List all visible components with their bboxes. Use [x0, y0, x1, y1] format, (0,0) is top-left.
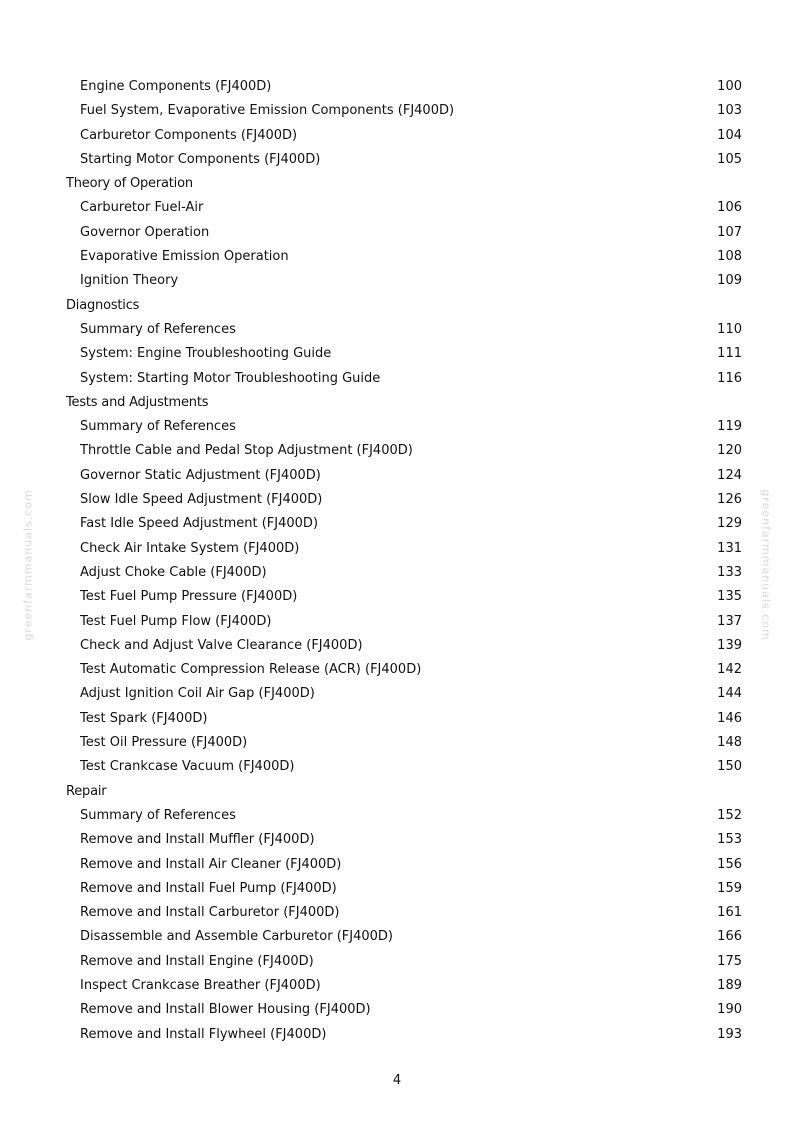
entry-title: Governor Static Adjustment (FJ400D) [80, 467, 321, 483]
entry-page-number: 193 [717, 1026, 742, 1042]
entry-page-number: 166 [717, 929, 742, 945]
entry-page-number: 161 [717, 905, 742, 921]
entry-title: Remove and Install Muffler (FJ400D) [80, 832, 315, 848]
entry-page-number: 135 [717, 589, 742, 605]
toc-entry[interactable] [0, 318, 794, 342]
entry-title: Test Automatic Compression Release (ACR) (FJ400D) [80, 662, 422, 678]
entry-title: Fast Idle Speed Adjustment (FJ400D) [80, 516, 319, 532]
toc-entry[interactable] [0, 998, 794, 1022]
entry-title: Test Fuel Pump Pressure (FJ400D) [80, 589, 298, 605]
toc-entry[interactable] [0, 464, 794, 488]
entry-title: Test Spark (FJ400D) [80, 710, 208, 726]
entry-title: Governor Operation [80, 224, 210, 240]
entry-page-number: 100 [717, 79, 742, 94]
toc-section-heading [0, 391, 794, 415]
toc-entry[interactable] [0, 342, 794, 366]
toc-entry[interactable] [0, 658, 794, 682]
entry-page-number: 139 [717, 637, 742, 653]
entry-title: Summary of References [80, 807, 236, 823]
page-number: 4 [392, 1073, 402, 1088]
entry-title: Test Oil Pressure (FJ400D) [80, 735, 248, 751]
toc-entry[interactable] [0, 415, 794, 439]
toc-entry[interactable] [0, 610, 794, 634]
toc-entry[interactable] [0, 148, 794, 172]
entry-page-number: 107 [717, 224, 742, 240]
toc-entry[interactable] [0, 755, 794, 779]
entry-page-number: 129 [717, 516, 742, 532]
toc-entry[interactable] [0, 245, 794, 269]
section-title: Tests and Adjustments [66, 394, 209, 410]
entry-title: Adjust Choke Cable (FJ400D) [80, 564, 267, 580]
entry-page-number: 111 [717, 346, 742, 362]
entry-page-number: 148 [717, 735, 742, 751]
toc-entry[interactable] [0, 634, 794, 658]
entry-title: Ignition Theory [80, 273, 179, 289]
entry-page-number: 146 [717, 710, 742, 726]
entry-page-number: 110 [717, 321, 742, 337]
entry-page-number: 137 [717, 613, 742, 629]
entry-page-number: 104 [717, 127, 742, 143]
watermark-left: greenfarmmanuals.com [21, 489, 35, 641]
entry-page-number: 105 [717, 151, 742, 167]
entry-page-number: 142 [717, 662, 742, 678]
entry-page-number: 152 [717, 807, 742, 823]
entry-title: System: Starting Motor Troubleshooting Guide [80, 370, 381, 386]
entry-page-number: 159 [717, 880, 742, 896]
entry-title: Check Air Intake System (FJ400D) [80, 540, 300, 556]
entry-title: Remove and Install Air Cleaner (FJ400D) [80, 856, 342, 872]
toc-entry[interactable] [0, 804, 794, 828]
entry-title: Evaporative Emission Operation [80, 249, 289, 265]
toc-entry[interactable] [0, 707, 794, 731]
entry-title: Test Fuel Pump Flow (FJ400D) [80, 613, 272, 629]
entry-page-number: 189 [717, 977, 742, 993]
toc-entry[interactable] [0, 124, 794, 148]
watermark-right: greenfarmmanuals.com [759, 489, 773, 641]
entry-page-number: 124 [717, 467, 742, 483]
toc-entry[interactable] [0, 682, 794, 706]
toc-entry[interactable] [0, 877, 794, 901]
toc-entry[interactable] [0, 1023, 794, 1047]
toc-entry[interactable] [0, 488, 794, 512]
toc-entry[interactable] [0, 853, 794, 877]
toc-entry[interactable] [0, 925, 794, 949]
entry-title: Remove and Install Fuel Pump (FJ400D) [80, 880, 337, 896]
toc-entry[interactable] [0, 99, 794, 123]
entry-page-number: 116 [717, 370, 742, 386]
entry-title: Check and Adjust Valve Clearance (FJ400D) [80, 637, 363, 653]
section-title: Repair [66, 783, 107, 799]
toc-entry[interactable] [0, 828, 794, 852]
toc-section-heading [0, 780, 794, 804]
toc-entry[interactable] [0, 221, 794, 245]
entry-page-number: 156 [717, 856, 742, 872]
toc-section-heading [0, 172, 794, 196]
toc-entry[interactable] [0, 439, 794, 463]
entry-title: Slow Idle Speed Adjustment (FJ400D) [80, 492, 323, 508]
entry-title: Summary of References [80, 321, 236, 337]
entry-title: Remove and Install Flywheel (FJ400D) [80, 1026, 327, 1042]
entry-title: Inspect Crankcase Breather (FJ400D) [80, 977, 321, 993]
entry-title: Test Crankcase Vacuum (FJ400D) [80, 759, 295, 775]
toc-entry[interactable] [0, 974, 794, 998]
entry-title: Remove and Install Blower Housing (FJ400D) [80, 1002, 371, 1018]
table-of-contents [0, 75, 794, 1047]
toc-entry[interactable] [0, 537, 794, 561]
section-title: Theory of Operation [66, 176, 193, 192]
toc-section-heading [0, 294, 794, 318]
entry-page-number: 119 [717, 419, 742, 435]
entry-page-number: 144 [717, 686, 742, 702]
entry-title: Engine Components (FJ400D) [80, 79, 272, 94]
toc-entry[interactable] [0, 561, 794, 585]
entry-page-number: 126 [717, 492, 742, 508]
entry-page-number: 120 [717, 443, 742, 459]
section-title: Diagnostics [66, 297, 140, 313]
entry-page-number: 103 [717, 103, 742, 119]
entry-title: Throttle Cable and Pedal Stop Adjustment (FJ400D) [80, 443, 413, 459]
entry-page-number: 108 [717, 249, 742, 265]
entry-title: Fuel System, Evaporative Emission Components (FJ400D) [80, 103, 455, 119]
toc-entry[interactable] [0, 75, 794, 99]
entry-title: Summary of References [80, 419, 236, 435]
toc-entry[interactable] [0, 901, 794, 925]
toc-entry[interactable] [0, 269, 794, 293]
entry-page-number: 109 [717, 273, 742, 289]
toc-entry[interactable] [0, 950, 794, 974]
toc-entry[interactable] [0, 196, 794, 220]
entry-title: Carburetor Components (FJ400D) [80, 127, 298, 143]
entry-title: Disassemble and Assemble Carburetor (FJ400D) [80, 929, 393, 945]
entry-title: Remove and Install Carburetor (FJ400D) [80, 905, 340, 921]
entry-page-number: 106 [717, 200, 742, 216]
entry-page-number: 131 [717, 540, 742, 556]
entry-title: Adjust Ignition Coil Air Gap (FJ400D) [80, 686, 315, 702]
entry-title: Starting Motor Components (FJ400D) [80, 151, 321, 167]
entry-title: System: Engine Troubleshooting Guide [80, 346, 332, 362]
toc-entry[interactable] [0, 731, 794, 755]
toc-entry[interactable] [0, 585, 794, 609]
entry-page-number: 150 [717, 759, 742, 775]
entry-title: Carburetor Fuel-Air [80, 200, 204, 216]
entry-page-number: 175 [717, 953, 742, 969]
entry-page-number: 153 [717, 832, 742, 848]
entry-title: Remove and Install Engine (FJ400D) [80, 953, 314, 969]
toc-entry[interactable] [0, 367, 794, 391]
toc-entry[interactable] [0, 512, 794, 536]
entry-page-number: 133 [717, 564, 742, 580]
entry-page-number: 190 [717, 1002, 742, 1018]
